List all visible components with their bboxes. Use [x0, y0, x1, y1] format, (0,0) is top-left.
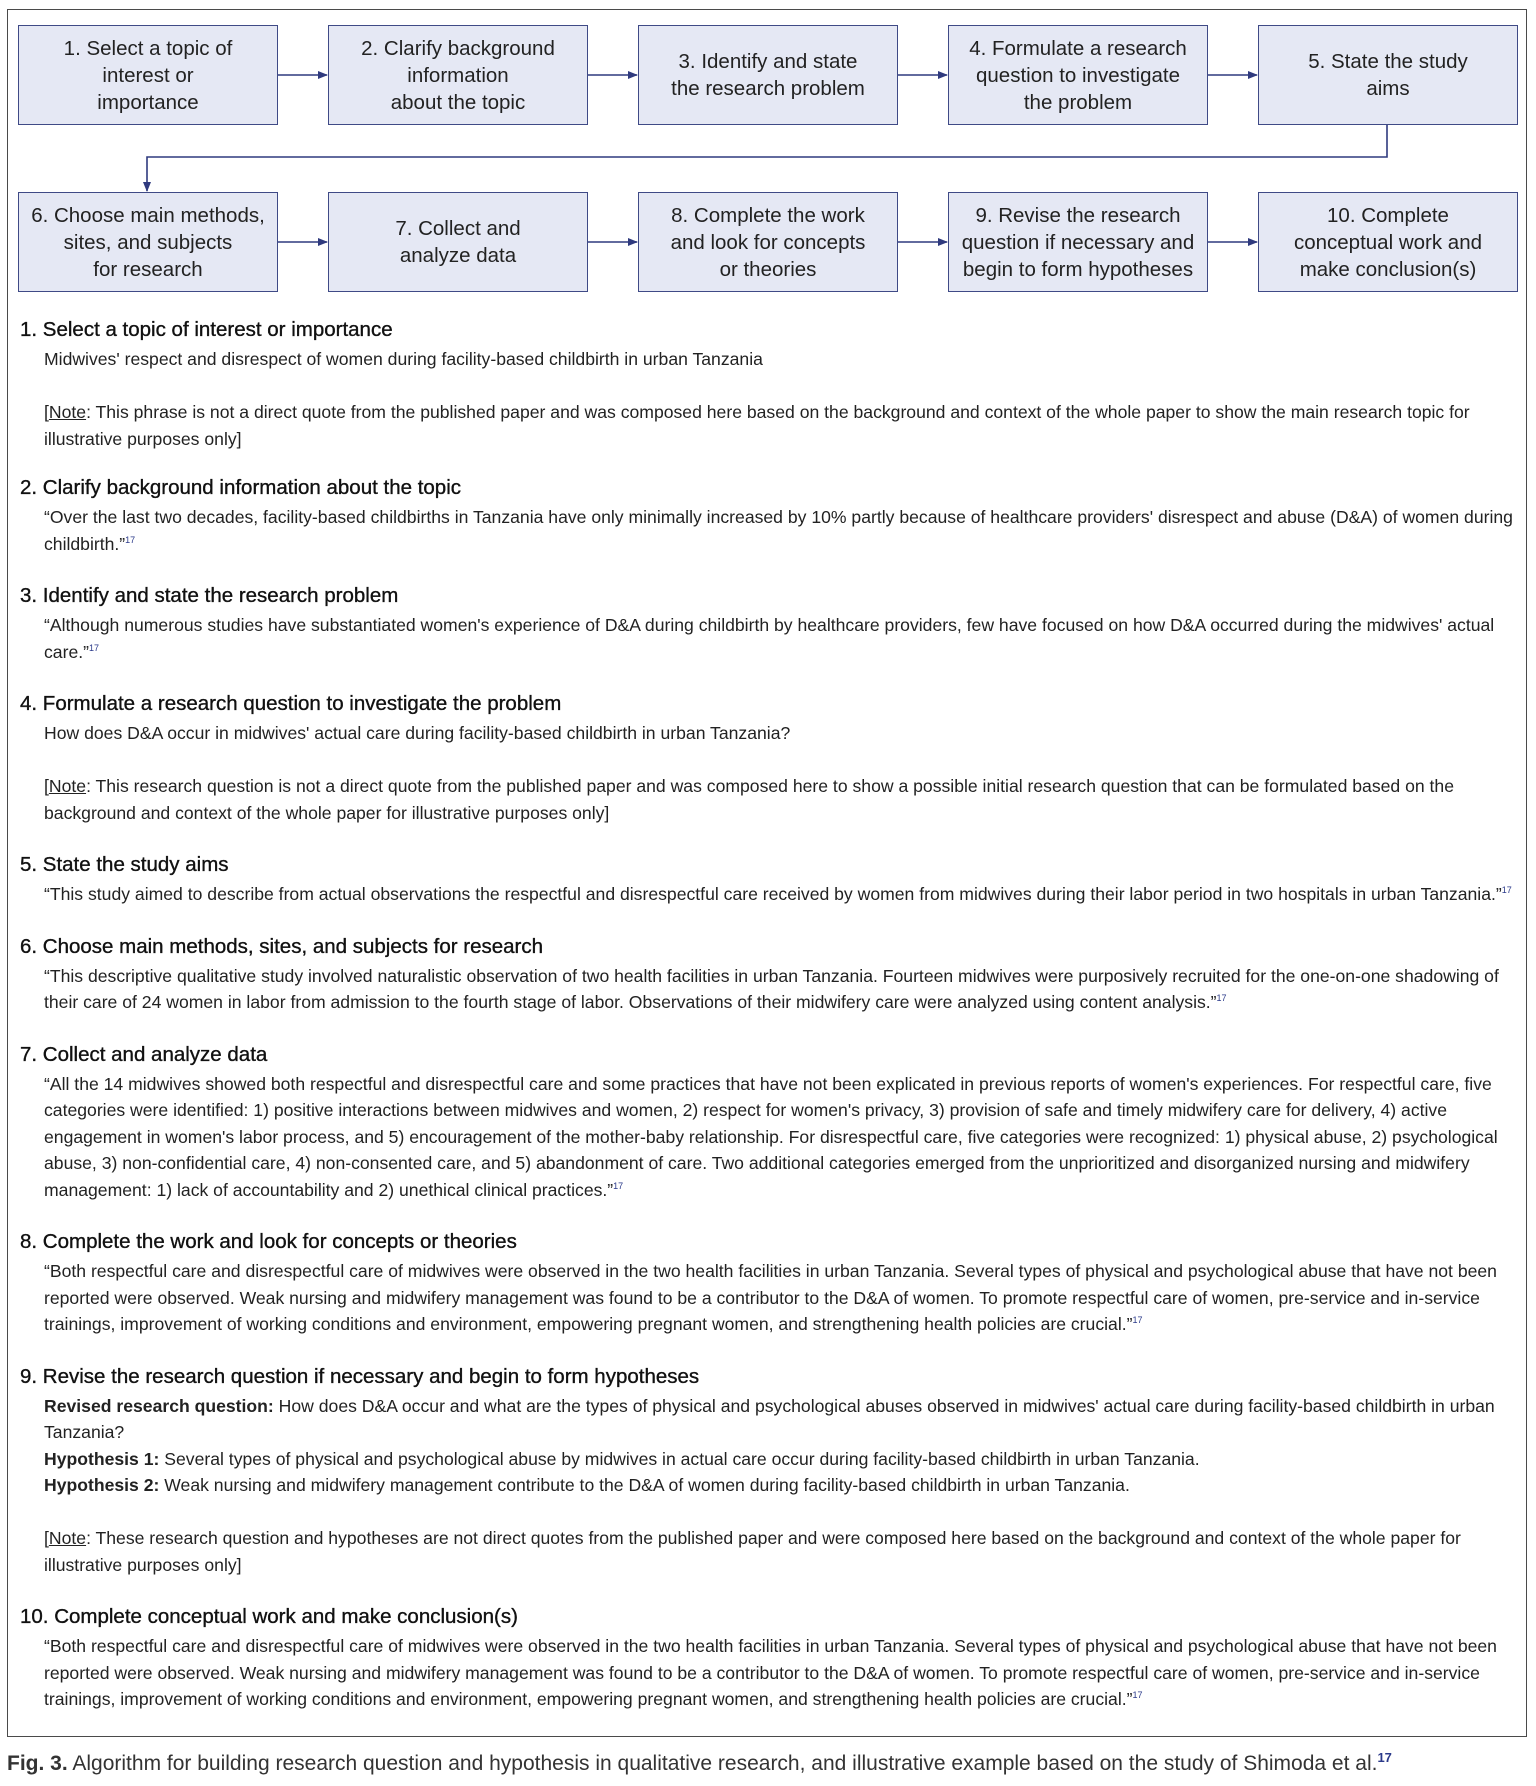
reference-marker: 17: [1501, 885, 1512, 896]
section-1-note: [Note: This phrase is not a direct quote from the published paper and was composed here based on the background and context of the whole paper to show the main research topic for illustrative purposes only]: [44, 402, 1470, 449]
note-label: Note: [48, 1528, 87, 1548]
section-4-note: [Note: This research question is not a direct quote from the published paper and was composed here to show a possible initial research question that can be formulated based on the background and context of the whole paper for illustrative purposes only]: [44, 776, 1454, 823]
flow-step-9: 9. Revise the research question if necessary and begin to form hypotheses: [948, 192, 1208, 292]
flow-step-8: 8. Complete the work and look for concepts or theories: [638, 192, 898, 292]
section-5-text: “This study aimed to describe from actual observations the respectful and disrespectful care received by women from midwives during their labor period in two hospitals in urban Tanzania.”$^{17}$: [44, 884, 1512, 904]
note-label: Note: [48, 776, 87, 796]
section-9-note: [Note: These research question and hypotheses are not direct quotes from the published paper and were composed here based on the background and context of the whole paper for illustrative purposes only]: [44, 1528, 1461, 1575]
section-1-title: 1. Select a topic of interest or importance: [20, 318, 393, 341]
section-7: [20, 1042, 1520, 1204]
section-3-text: “Although numerous studies have substantiated women's experience of D&A during childbirth by healthcare providers, few have focused on how D&A occurred during the midwives' actual care.”$^{17}$: [44, 615, 1495, 662]
section-10-title: 10. Complete conceptual work and make conclusion(s): [20, 1605, 518, 1628]
section-2-text: “Over the last two decades, facility-based childbirths in Tanzania have only minimally increased by 10% partly because of healthcare providers' disrespect and abuse (D&A) of women during childbirth.”$^{17}$: [44, 507, 1513, 554]
flow-step-3: 3. Identify and state the research problem: [638, 25, 898, 125]
section-4-title: 4. Formulate a research question to investigate the problem: [20, 692, 562, 715]
section-1-text: Midwives' respect and disrespect of women during facility-based childbirth in urban Tanzania: [44, 349, 763, 369]
hypothesis-1: Hypothesis 1: Several types of physical and psychological abuse by midwives in actual care occur during facility-based childbirth in urban Tanzania.: [44, 1448, 1200, 1469]
reference-marker: 17: [613, 1180, 624, 1191]
reference-marker: 17: [1132, 1690, 1143, 1701]
caption-text: Algorithm for building research question and hypothesis in qualitative research, and illustrative example based on the study of Shimoda et al.: [67, 1752, 1378, 1775]
flow-step-5: 5. State the study aims: [1258, 25, 1518, 125]
reference-marker: 17: [88, 642, 99, 653]
section-4-text: How does D&A occur in midwives' actual care during facility-based childbirth in urban Tanzania?: [44, 723, 791, 743]
flow-step-6: 6. Choose main methods, sites, and subjects for research: [18, 192, 278, 292]
flow-step-4: 4. Formulate a research question to investigate the problem: [948, 25, 1208, 125]
section-2: [20, 475, 1520, 557]
section-9-title: 9. Revise the research question if necessary and begin to form hypotheses: [20, 1364, 700, 1388]
revised-research-question: Revised research question: How does D&A occur and what are the types of physical and psychological abuses observed in midwives' actual care during facility-based childbirth in urban Tanzania?: [44, 1395, 1495, 1442]
arrow-5-6: [147, 125, 1387, 191]
section-8-title: 8. Complete the work and look for concepts or theories: [20, 1230, 517, 1253]
example-sections: [20, 317, 1520, 1739]
reference-marker: 17: [1132, 1315, 1143, 1326]
section-7-text: “All the 14 midwives showed both respectful and disrespectful care and some practices that have not been explicated in previous reports of women's experiences. For respectful care, five categories were identified: 1) positive interactions between midwives and women, 2) respect for women's privacy, 3) provision of safe and timely midwifery care for delivery, 4) active engagement in women's labor process, and 5) encouragement of the mother-baby relationship. For disrespectful care, five categories were recognized: 1) physical abuse, 2) psychological abuse, 3) non-confidential care, 4) non-consented care, and 5) abandonment of care. Two additional categories emerged from the unprioritized and disorganized nursing and midwifery management: 1) lack of accountability and 2) unethical clinical practices.”$^{17}$: [44, 1073, 1498, 1200]
section-3: [20, 583, 1520, 665]
section-10-text: “Both respectful care and disrespectful care of midwives were observed in the two health facilities in urban Tanzania. Several types of physical and psychological abuse that have not been reported were observed. Weak nursing and midwifery management was found to be a contributor to the D&A of women. To promote respectful care of women, pre-service and in-service trainings, improvement of working conditions and environment, empowering pregnant women, and strengthening health policies are crucial.”$^{17}$: [44, 1636, 1497, 1709]
reference-marker: 17: [125, 534, 136, 545]
flow-step-10: 10. Complete conceptual work and make conclusion(s): [1258, 192, 1518, 292]
section-6: [20, 934, 1520, 1016]
section-5-title: 5. State the study aims: [20, 853, 229, 876]
caption-reference: 17: [1377, 1750, 1392, 1765]
section-3-title: 3. Identify and state the research problem: [20, 584, 399, 607]
figure-label: Fig. 3.: [7, 1752, 68, 1775]
section-6-title: 6. Choose main methods, sites, and subjects for research: [20, 934, 544, 958]
note-label: Note: [48, 402, 87, 422]
reference-marker: 17: [1216, 993, 1227, 1004]
section-7-title: 7. Collect and analyze data: [20, 1042, 268, 1066]
flow-step-7: 7. Collect and analyze data: [328, 192, 588, 292]
section-4: [20, 691, 1520, 826]
section-10: [20, 1604, 1520, 1713]
flow-step-2: 2. Clarify background information about the topic: [328, 25, 588, 125]
figure-caption: [7, 1752, 1392, 1776]
hypothesis-2: Hypothesis 2: Weak nursing and midwifery management contribute to the D&A of women during facility-based childbirth in urban Tanzania.: [44, 1475, 1130, 1495]
section-6-text: “This descriptive qualitative study involved naturalistic observation of two health facilities in urban Tanzania. Fourteen midwives were purposively recruited for the one-on-one shadowing of their care of 24 women in labor from admission to the fourth stage of labor. Observations of their midwifery care were analyzed using content analysis.”$^{17}$: [44, 965, 1499, 1012]
flow-step-1: 1. Select a topic of interest or importance: [18, 25, 278, 125]
section-2-title: 2. Clarify background information about the topic: [20, 476, 462, 499]
section-8: [20, 1229, 1520, 1338]
section-9: [20, 1364, 1520, 1579]
section-8-text: “Both respectful care and disrespectful care of midwives were observed in the two health facilities in urban Tanzania. Several types of physical and psychological abuse that have not been reported were observed. Weak nursing and midwifery management was found to be a contributor to the D&A of women. To promote respectful care of women, pre-service and in-service trainings, improvement of working conditions and environment, empowering pregnant women, and strengthening health policies are crucial.”$^{17}$: [44, 1261, 1497, 1334]
section-1: [20, 317, 1520, 452]
section-5: [20, 852, 1520, 908]
